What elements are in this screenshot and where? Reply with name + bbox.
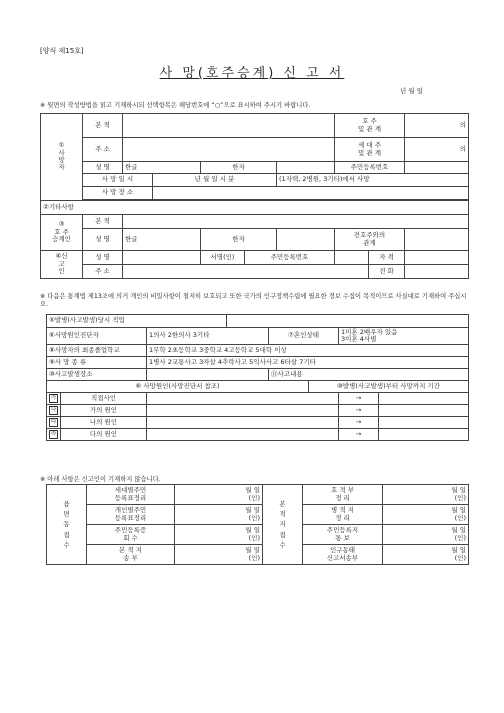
successor-field-hanja[interactable] — [277, 229, 335, 251]
successor-label-name: 성 명 — [83, 229, 123, 251]
reporter-field-rrn[interactable] — [335, 251, 369, 265]
cause-arrow-4: → — [339, 429, 379, 441]
stat-marital-options-1[interactable]: 1미혼 2배우자 있음 — [341, 327, 398, 336]
label-hangeul: 한글 — [123, 162, 201, 174]
label-hoju-relation: 호 주 및 관 계 — [335, 114, 405, 138]
office-right-label: 본 적 지 접 수 — [263, 485, 303, 565]
cause-field-4[interactable] — [147, 429, 339, 441]
death-datetime-value[interactable]: 년 월 일 시 분 — [153, 174, 277, 187]
hoju-ui: 의 — [405, 114, 469, 138]
successor-label-honjeok: 본 적 — [83, 215, 123, 229]
reporter-label-address: 주 소 — [83, 265, 123, 279]
cause-arrow-1: → — [339, 393, 379, 405]
cause-field-1[interactable] — [147, 393, 339, 405]
stat-certifier-label: ⑥사망원인진단자 — [47, 328, 147, 345]
cause-label-3: 나의 원인 — [61, 417, 147, 429]
field-juso[interactable] — [123, 138, 335, 162]
cause-key-4: 라 — [51, 431, 57, 437]
successor-label-hangeul: 한글 — [123, 229, 201, 251]
office-right-date-1[interactable]: 월 일 (인) — [383, 485, 469, 505]
field-honjeok[interactable] — [123, 114, 335, 138]
sedae-ui: 의 — [405, 138, 469, 162]
label-sedae-relation: 세 대 주 및 관 계 — [335, 138, 405, 162]
label-rrn: 주민등록번호 — [335, 162, 405, 174]
reporter-field-name[interactable] — [123, 251, 201, 265]
successor-label-relation: 전호주와의 관계 — [335, 229, 405, 251]
office-right-row-3: 주민등록지 통 보 — [303, 525, 383, 545]
office-left-date-2[interactable]: 월 일 (인) — [175, 505, 263, 525]
stat-accident-place-field[interactable] — [147, 369, 269, 381]
death-place-type[interactable]: (1자택, 2병원, 3기타)에서 사망 — [277, 174, 469, 187]
successor-label-hanja: 한자 — [201, 229, 277, 251]
field-rrn[interactable] — [405, 162, 469, 174]
stat-cause-header: ⑥ 사망원인(사망진단서 참조) — [47, 381, 309, 393]
office-left-date-1[interactable]: 월 일 (인) — [175, 485, 263, 505]
cause-arrow-3: → — [339, 417, 379, 429]
reporter-field-qualification[interactable] — [405, 251, 469, 265]
instruction-1: ※ 뒷면의 작성방법을 읽고 기재하시되 선택항목은 해당번호에 “○”으로 표시하여 주시기 바랍니다. — [40, 102, 311, 109]
stat-education-label: ⑧사망자의 최종졸업학교 — [47, 345, 147, 357]
label-honjeok: 본 적 — [83, 114, 123, 138]
period-field-3[interactable] — [379, 417, 469, 429]
stat-accident-place-label: ⑩사고발생장소 — [47, 369, 147, 381]
cause-label-2: 가의 원인 — [61, 405, 147, 417]
deceased-section-label: ① 사 망 자 — [41, 114, 83, 201]
cause-field-3[interactable] — [147, 417, 339, 429]
office-right-date-2[interactable]: 월 일 (인) — [383, 505, 469, 525]
stat-period-header: ⑩발병(사고발생)부터 사망까지 기간 — [309, 381, 469, 393]
cause-field-2[interactable] — [147, 405, 339, 417]
field-hanja[interactable] — [277, 162, 335, 174]
period-field-2[interactable] — [379, 405, 469, 417]
reporter-label-qualification: 자 격 — [369, 251, 405, 265]
stat-job-label: ⑤발병(사고발생)당시 직업 — [47, 315, 227, 328]
office-left-row-4: 본 적 지 송 부 — [87, 545, 175, 565]
cause-key-2: 나 — [51, 407, 57, 413]
office-right-date-4[interactable]: 월 일 (인) — [383, 545, 469, 565]
cause-key-3: 다 — [51, 419, 57, 425]
field-death-place[interactable] — [153, 187, 469, 200]
instruction-2: ※ 다음은 통계법 제13조에 의거 개인의 비밀사항이 철저히 보호되고 또한 국가의 인구정책수립에 필요한 경보 수집이 목적이므로 사실대로 기재하여 주십시오. — [40, 293, 467, 309]
office-right-row-4: 인구동태 신고서송부 — [303, 545, 383, 565]
cause-key-1: 가 — [51, 395, 57, 401]
form-number: [양식 제15호] — [40, 47, 84, 55]
period-field-1[interactable] — [379, 393, 469, 405]
date-line: 년 월 일 — [400, 87, 423, 95]
stat-education-options[interactable]: 1무학 2초등학교 3중학교 4고등학교 5대학 이상 — [147, 345, 469, 357]
label-seongmyeong: 성 명 — [83, 162, 123, 174]
office-right-row-1: 호 적 부 정 리 — [303, 485, 383, 505]
reporter-field-phone[interactable] — [405, 265, 469, 279]
instruction-3: ※ 아래 사항은 신고인이 기재하지 않습니다. — [40, 476, 161, 483]
other-matters[interactable]: ②기타사항 — [41, 201, 469, 215]
office-left-row-1: 세대별주민 등록표정리 — [87, 485, 175, 505]
office-left-row-3: 주민등록증 회 수 — [87, 525, 175, 545]
label-juso: 주 소 — [83, 138, 123, 162]
successor-label: ③ 호 주 승계인 — [41, 215, 83, 251]
period-field-4[interactable] — [379, 429, 469, 441]
stat-marital-label: ⑦혼인상태 — [269, 328, 339, 345]
page-title: 사 망(호주승계) 신 고 서 — [159, 66, 345, 81]
reporter-label: ④신 고 인 — [41, 251, 83, 279]
reporter-label-phone: 전 화 — [369, 265, 405, 279]
cause-arrow-2: → — [339, 405, 379, 417]
stat-job-field[interactable] — [227, 315, 469, 328]
successor-field-honjeok[interactable] — [123, 215, 469, 229]
stat-certifier-options[interactable]: 1의사 2한의사 3기타 — [147, 328, 269, 345]
label-death-datetime: 사 망 일 시 — [83, 174, 153, 187]
office-left-date-4[interactable]: 월 일 (인) — [175, 545, 263, 565]
office-right-date-3[interactable]: 월 일 (인) — [383, 525, 469, 545]
reporter-label-rrn: 주민등록번호 — [245, 251, 335, 265]
office-left-label: 읍 면 동 접 수 — [47, 485, 87, 565]
reporter-field-address[interactable] — [123, 265, 369, 279]
main-form-table — [40, 113, 469, 279]
stat-death-type-options[interactable]: 1병사 2교통사고 3자살 4추락사고 5익사사고 6타살 7기타 — [147, 357, 469, 369]
office-left-date-3[interactable]: 월 일 (인) — [175, 525, 263, 545]
stat-accident-content-label: ⑪사고내용 — [269, 369, 469, 381]
reporter-signature[interactable]: 서명(인) — [201, 251, 245, 265]
office-right-row-2: 병 적 지 정 리 — [303, 505, 383, 525]
office-left-row-2: 개인별주민 등록표정리 — [87, 505, 175, 525]
reporter-label-name: 성 명 — [83, 251, 123, 265]
office-use-table — [46, 484, 469, 565]
cause-label-1: 직접사인 — [61, 393, 147, 405]
label-death-place: 사 망 장 소 — [83, 187, 153, 200]
cause-label-4: 다의 원인 — [61, 429, 147, 441]
stat-death-type-label: ⑨사 망 종 류 — [47, 357, 147, 369]
successor-field-relation[interactable] — [405, 229, 469, 251]
stat-marital-options-2[interactable]: 3이혼 4사별 — [341, 335, 377, 343]
statistics-table — [46, 314, 469, 441]
label-hanja: 한자 — [201, 162, 277, 174]
